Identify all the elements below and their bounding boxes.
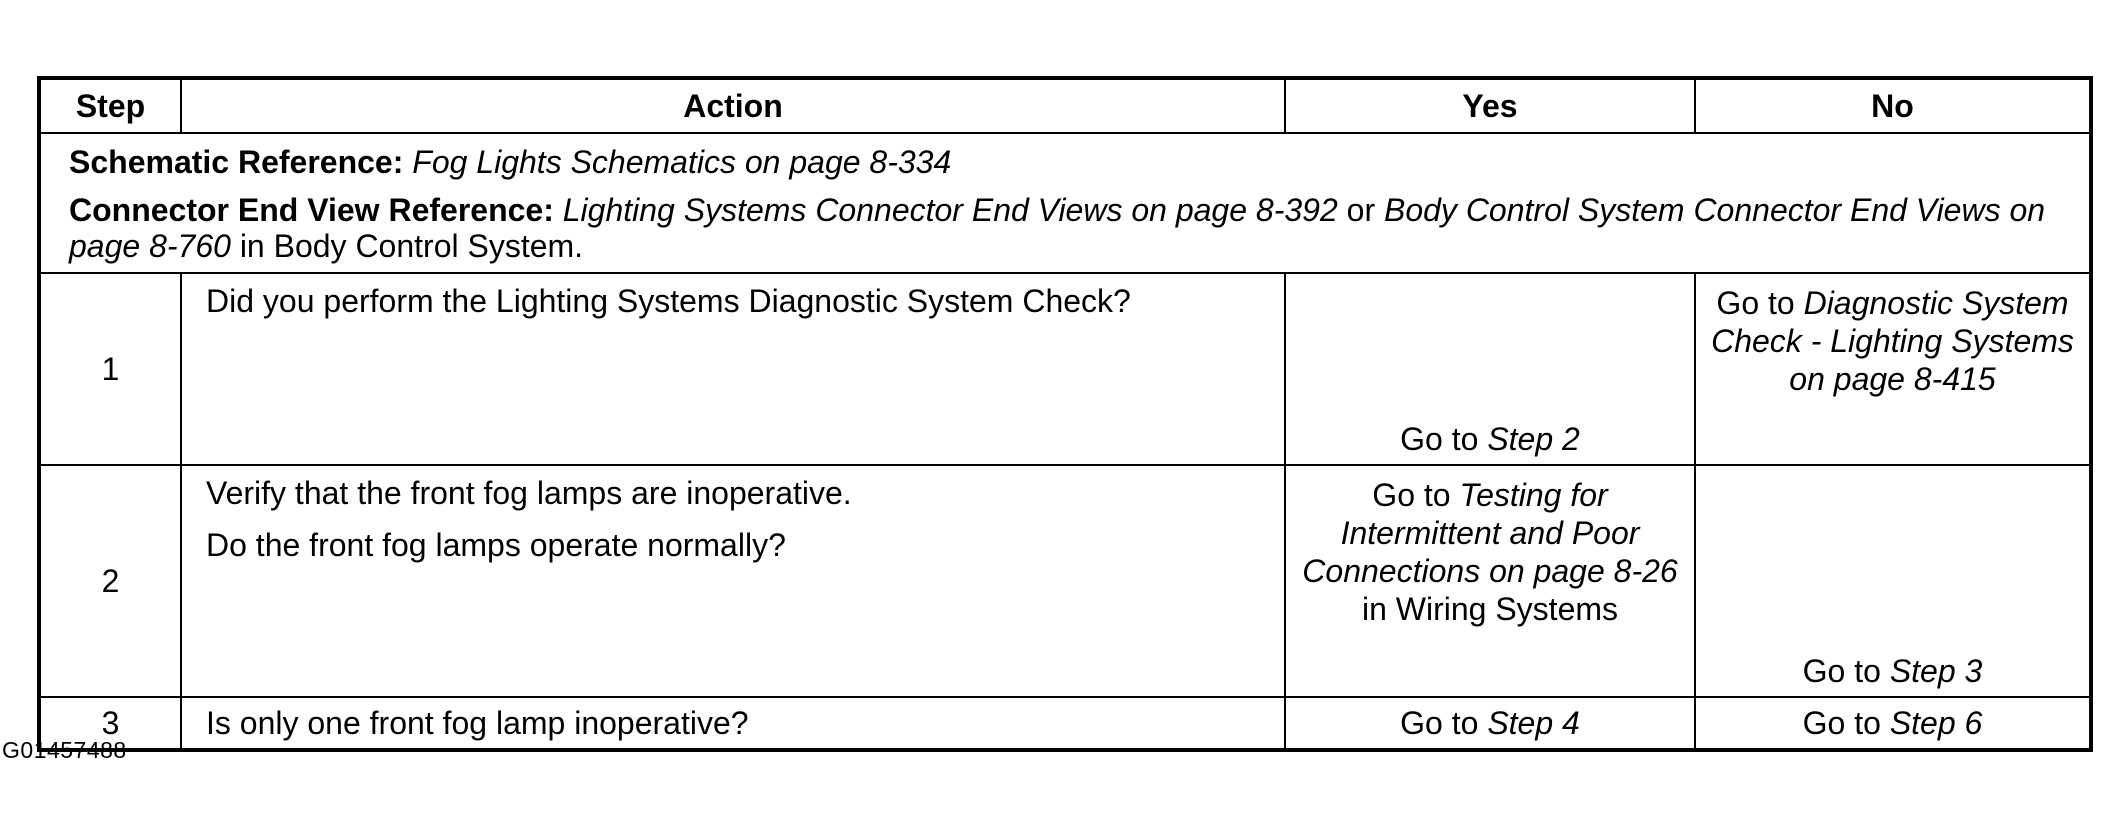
action-cell <box>181 465 1285 697</box>
action-text: Did you perform the Lighting Systems Diagnostic System Check? <box>206 283 1131 319</box>
action-cell <box>181 273 1285 465</box>
table-row <box>39 697 2091 750</box>
action-cell <box>181 697 1285 750</box>
action-text: Is only one front fog lamp inoperative? <box>206 705 749 741</box>
no-result <box>1695 697 2091 750</box>
table-row <box>39 273 2091 465</box>
schematic-reference <box>69 144 2083 180</box>
connector-reference-label: Connector End View Reference: <box>69 192 554 228</box>
action-question: Do the front fog lamps operate normally? <box>206 527 786 563</box>
yes-result <box>1285 465 1695 697</box>
yes-link[interactable]: Step 4 <box>1487 705 1580 741</box>
diagnostic-table <box>37 76 2093 752</box>
connector-reference <box>69 192 2083 264</box>
no-result <box>1695 273 2091 465</box>
yes-prefix: Go to <box>1400 705 1488 741</box>
yes-link[interactable]: Step 2 <box>1487 421 1580 457</box>
no-link[interactable]: Step 6 <box>1889 705 1983 741</box>
no-prefix: Go to <box>1802 705 1890 741</box>
schematic-reference-link[interactable]: Fog Lights Schematics on page 8-334 <box>412 144 952 180</box>
connector-reference-or: or <box>1337 192 1384 228</box>
yes-result <box>1285 697 1695 750</box>
no-prefix: Go to <box>1716 285 1804 321</box>
header-step: Step <box>39 78 181 133</box>
yes-prefix: Go to <box>1372 477 1460 513</box>
no-link[interactable]: Diagnostic System Check - Lighting Systems on page 8-415 <box>1711 285 2074 397</box>
schematic-reference-label: Schematic Reference: <box>69 144 404 180</box>
step-number: 3 <box>39 697 181 750</box>
header-yes: Yes <box>1285 78 1695 133</box>
reference-cell <box>39 133 2091 273</box>
header-row <box>39 78 2091 133</box>
yes-link[interactable]: Testing for Intermittent and Poor Connections on page 8-26 <box>1302 477 1678 589</box>
table-row <box>39 465 2091 697</box>
header-no: No <box>1695 78 2091 133</box>
header-action: Action <box>181 78 1285 133</box>
step-number: 2 <box>39 465 181 697</box>
yes-result <box>1285 273 1695 465</box>
no-result <box>1695 465 2091 697</box>
connector-reference-link-1[interactable]: Lighting Systems Connector End Views on page 8-392 <box>562 192 1338 228</box>
connector-reference-link-2[interactable]: Body Control System Connector End Views on page 8-760 <box>69 192 2046 264</box>
action-text: Verify that the front fog lamps are inoperative. <box>206 475 852 511</box>
step-number: 1 <box>39 273 181 465</box>
no-link[interactable]: Step 3 <box>1889 653 1983 689</box>
yes-prefix: Go to <box>1400 421 1488 457</box>
no-prefix: Go to <box>1802 653 1890 689</box>
yes-suffix: in Wiring Systems <box>1361 591 1619 627</box>
figure-id: G01457488 <box>2 737 127 763</box>
connector-reference-suffix: in Body Control System. <box>230 228 584 264</box>
reference-row <box>39 133 2091 273</box>
